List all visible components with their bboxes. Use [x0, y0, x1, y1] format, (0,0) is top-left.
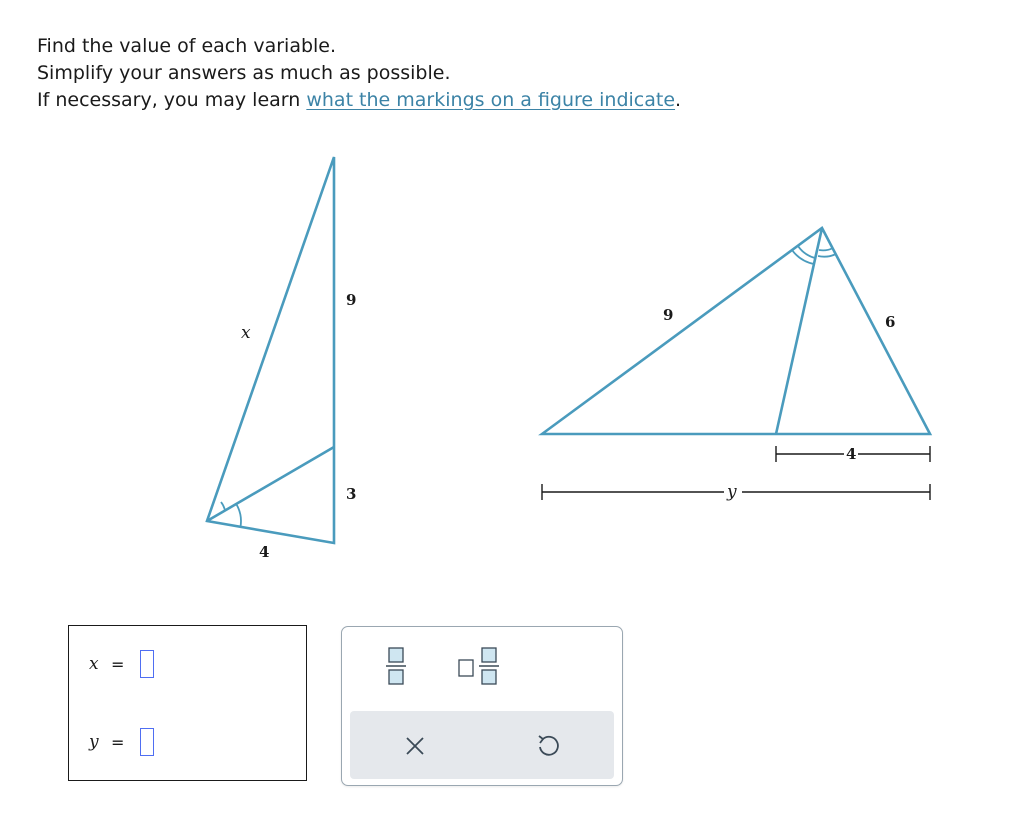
- right-triangle-figure: [542, 228, 930, 502]
- right-angle-mark-1: [798, 246, 815, 258]
- left-label-3: 3: [346, 485, 357, 503]
- answer-var-y: y: [89, 732, 99, 752]
- left-angle-mark-upper: [221, 502, 225, 511]
- fraction-button[interactable]: [380, 643, 412, 689]
- right-label-y: y: [727, 482, 737, 502]
- markings-help-link[interactable]: what the markings on a figure indicate: [306, 89, 676, 111]
- left-angle-mark-lower: [236, 504, 241, 527]
- mixed-number-button[interactable]: [454, 643, 504, 689]
- instruction-line-3-prefix: If necessary, you may learn: [37, 89, 307, 111]
- answer-row-x: [89, 650, 154, 678]
- instruction-line-3-suffix: .: [675, 89, 682, 111]
- clear-icon: [402, 733, 428, 759]
- left-label-x: x: [241, 323, 251, 343]
- left-triangle-figure: [207, 157, 356, 561]
- right-triangle: [542, 228, 930, 434]
- toolbar-actions: [350, 711, 614, 779]
- x-answer-input[interactable]: [140, 650, 154, 678]
- right-label-4: 4: [846, 445, 857, 463]
- answer-var-x: x: [89, 654, 99, 674]
- y-answer-input[interactable]: [140, 728, 154, 756]
- right-angle-mark-4: [818, 254, 836, 257]
- instruction-line-1: Find the value of each variable.: [37, 35, 337, 57]
- instruction-line-2: Simplify your answers as much as possible.: [37, 62, 451, 84]
- right-angle-mark-3: [819, 248, 833, 250]
- right-angle-bisector: [776, 228, 822, 434]
- right-label-9: 9: [663, 306, 674, 324]
- mixed-number-icon: [454, 643, 504, 689]
- clear-button[interactable]: [402, 733, 428, 759]
- left-angle-bisector: [207, 447, 334, 521]
- undo-button[interactable]: [534, 732, 562, 760]
- left-label-4: 4: [259, 543, 270, 561]
- right-label-6: 6: [885, 313, 896, 331]
- answer-equals-x: =: [111, 654, 125, 674]
- fraction-icon: [380, 643, 412, 689]
- answer-row-y: [89, 728, 154, 756]
- undo-icon: [534, 732, 562, 760]
- math-toolbar: [341, 626, 623, 786]
- answer-equals-y: =: [111, 732, 125, 752]
- left-label-9: 9: [346, 291, 357, 309]
- answer-box: [68, 625, 307, 781]
